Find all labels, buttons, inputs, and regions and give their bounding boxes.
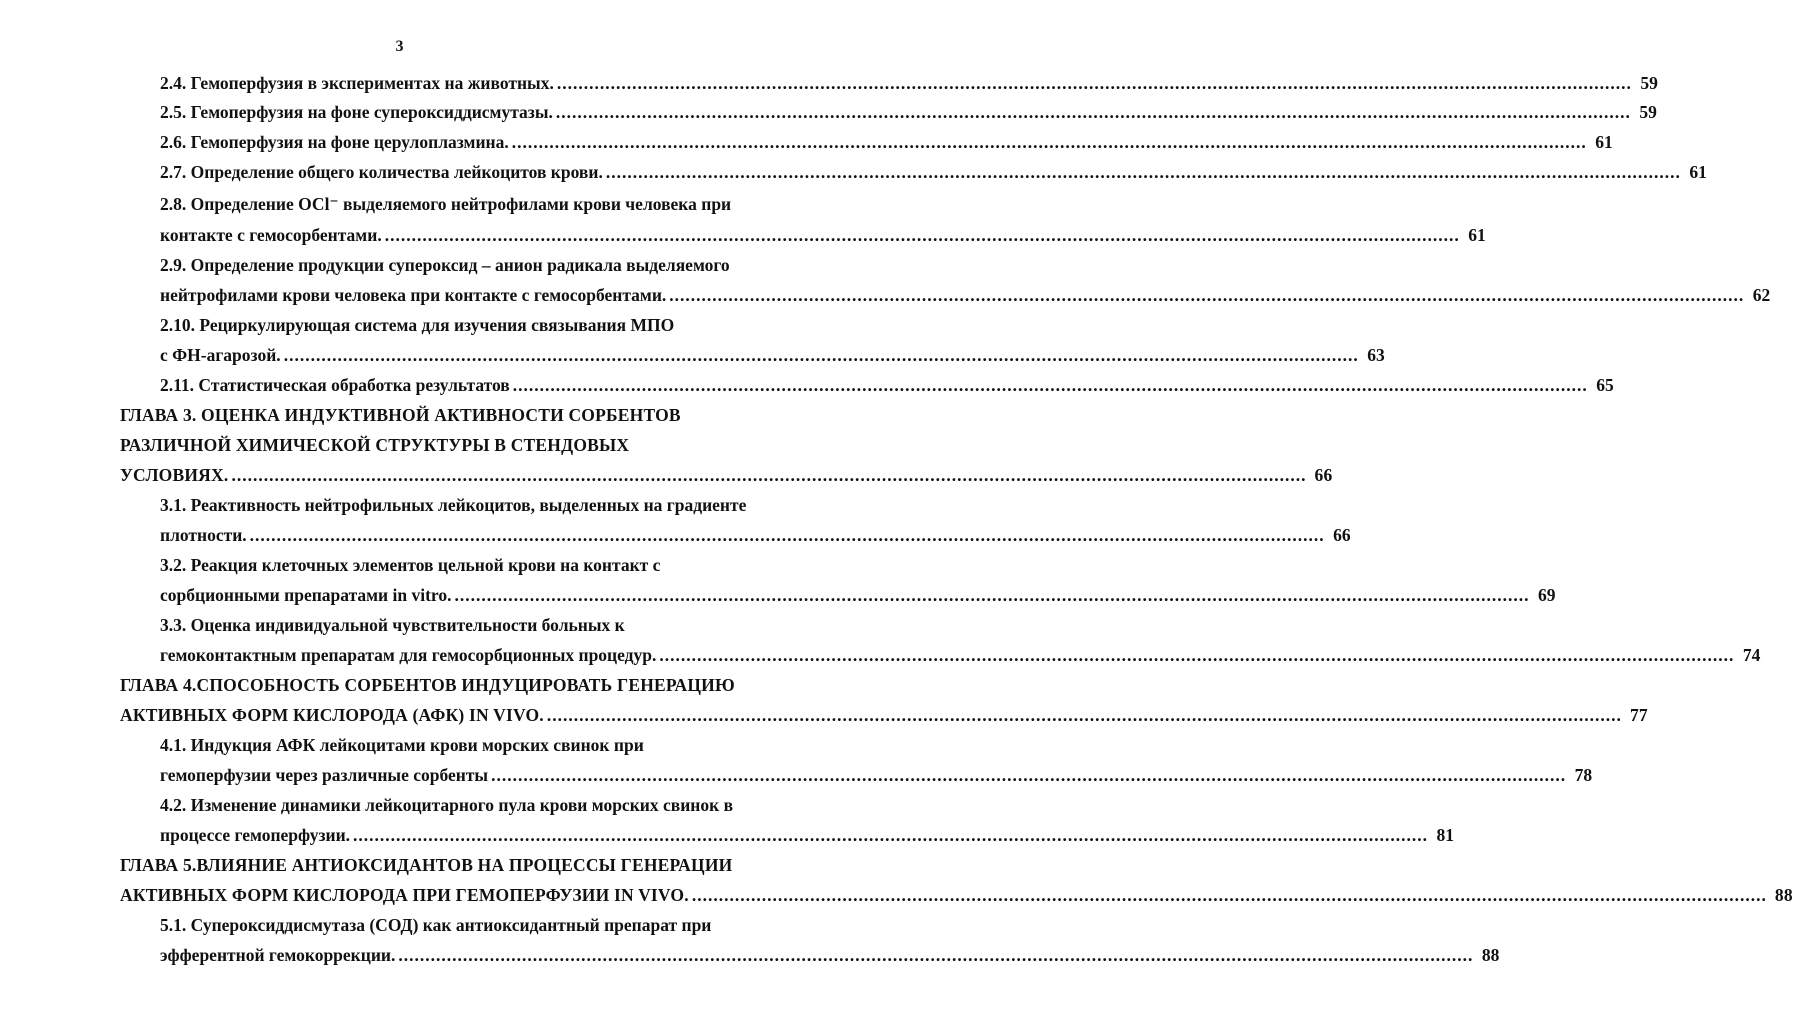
- toc-leader-dots: ........................................................................................................................................................................................................: [669, 285, 1745, 305]
- toc-entry: [160, 760, 1593, 790]
- toc-entry: [160, 250, 730, 280]
- toc-entry-text: 2.6. Гемоперфузия на фоне церулоплазмина.: [160, 132, 509, 152]
- toc-entry-text: процессе гемоперфузии.: [160, 825, 351, 845]
- toc-entry-text: 3.2. Реакция клеточных элементов цельной крови на контакт с: [160, 555, 661, 575]
- toc-entry: [160, 310, 713, 340]
- toc-entry-text: 3.1. Реактивность нейтрофильных лейкоцитов, выделенных на градиенте: [160, 495, 747, 515]
- toc-chapter: [120, 430, 713, 460]
- toc-leader-dots: ........................................................................................................................................................................................................: [491, 765, 1567, 785]
- toc-entry-text: гемоконтактным препаратам для гемосорбционных процедур.: [160, 645, 657, 665]
- toc-entry-text: контакте с гемосорбентами.: [160, 225, 382, 245]
- toc-entry: [160, 340, 1385, 370]
- toc-entry: [160, 610, 713, 640]
- toc-entry: [160, 370, 1614, 400]
- toc-leader-dots: ........................................................................................................................................................................................................: [353, 825, 1429, 845]
- toc-entry-text: ГЛАВА 3. ОЦЕНКА ИНДУКТИВНОЙ АКТИВНОСТИ СОРБЕНТОВ: [120, 405, 681, 425]
- toc-leader-dots: ........................................................................................................................................................................................................: [512, 375, 1588, 395]
- toc-chapter: [120, 880, 1793, 910]
- toc-chapter: [120, 850, 733, 880]
- toc-leader-dots: ........................................................................................................................................................................................................: [283, 345, 1359, 365]
- toc-entry: [160, 68, 1658, 98]
- toc-page-number: 62: [1752, 285, 1771, 305]
- toc-entry: [160, 580, 1556, 610]
- toc-page-number: 61: [1468, 225, 1486, 245]
- toc-page-number: 69: [1538, 585, 1556, 605]
- toc-entry-text: с ФН-агарозой.: [160, 345, 281, 365]
- toc-entry: [160, 490, 747, 520]
- toc-entry-text: УСЛОВИЯХ.: [120, 465, 229, 485]
- toc-leader-dots: ........................................................................................................................................................................................................: [249, 525, 1325, 545]
- toc-chapter: [120, 400, 713, 430]
- toc-chapter: [120, 700, 1648, 730]
- toc-entry: [160, 157, 1707, 187]
- toc-entry-text: 2.4. Гемоперфузия в экспериментах на животных.: [160, 73, 554, 93]
- toc-entry: [160, 127, 1613, 157]
- toc-entry-text: 4.2. Изменение динамики лейкоцитарного пула крови морских свинок в: [160, 795, 734, 815]
- toc-entry: [160, 640, 1761, 670]
- toc-entry-text: 2.5. Гемоперфузия на фоне супероксиддисмутазы.: [160, 102, 553, 122]
- toc-entry: [160, 790, 734, 820]
- toc-leader-dots: ........................................................................................................................................................................................................: [231, 465, 1307, 485]
- toc-entry: [160, 940, 1500, 970]
- toc-page-number: 81: [1436, 825, 1455, 845]
- page-number: 3: [395, 38, 404, 55]
- toc-leader-dots: ........................................................................................................................................................................................................: [556, 73, 1632, 93]
- toc-entry-text: ГЛАВА 5.ВЛИЯНИЕ АНТИОКСИДАНТОВ НА ПРОЦЕССЫ ГЕНЕРАЦИИ: [120, 855, 733, 875]
- toc-page-number: 88: [1481, 945, 1500, 965]
- toc-page-number: 59: [1640, 73, 1658, 93]
- toc-entry-text: 5.1. Супероксиддисмутаза (СОД) как антиоксидантный препарат при: [160, 915, 712, 935]
- toc-entry: [160, 520, 1351, 550]
- toc-page-number: 61: [1595, 132, 1613, 152]
- toc-entry: [160, 189, 732, 219]
- toc-entry-text: эфферентной гемокоррекции.: [160, 945, 396, 965]
- toc-page-number: 77: [1629, 705, 1648, 725]
- toc-entry-text: 2.8. Определение ОСl⁻ выделяемого нейтрофилами крови человека при: [160, 194, 732, 214]
- toc-leader-dots: ........................................................................................................................................................................................................: [691, 885, 1767, 905]
- toc-entry: [160, 910, 713, 940]
- toc-leader-dots: ........................................................................................................................................................................................................: [511, 132, 1587, 152]
- toc-leader-dots: ........................................................................................................................................................................................................: [454, 585, 1530, 605]
- toc-entry-text: РАЗЛИЧНОЙ ХИМИЧЕСКОЙ СТРУКТУРЫ В СТЕНДОВЫХ: [120, 435, 630, 455]
- toc-entry-text: 4.1. Индукция АФК лейкоцитами крови морских свинок при: [160, 735, 644, 755]
- toc-entry-text: 2.10. Рециркулирующая система для изучения связывания МПО: [160, 315, 675, 335]
- toc-page-number: 74: [1742, 645, 1761, 665]
- toc-leader-dots: ........................................................................................................................................................................................................: [555, 102, 1631, 122]
- toc-leader-dots: ........................................................................................................................................................................................................: [398, 945, 1474, 965]
- toc-page-number: 63: [1367, 345, 1385, 365]
- toc-entry-text: 2.9. Определение продукции супероксид – анион радикала выделяемого: [160, 255, 730, 275]
- toc-entry-text: 2.7. Определение общего количества лейкоцитов крови.: [160, 162, 603, 182]
- toc-entry-text: плотности.: [160, 525, 247, 545]
- toc-entry: [160, 820, 1455, 850]
- toc-page-number: 66: [1314, 465, 1333, 485]
- toc-entry: [160, 97, 1657, 127]
- toc-entry: [160, 220, 1486, 250]
- toc-entry: [160, 280, 1771, 310]
- toc-page-number: 66: [1333, 525, 1351, 545]
- toc-leader-dots: ........................................................................................................................................................................................................: [659, 645, 1735, 665]
- toc-entry-text: 2.11. Статистическая обработка результатов: [160, 375, 510, 395]
- toc-entry-text: гемоперфузии через различные сорбенты: [160, 765, 489, 785]
- toc-chapter: [120, 670, 735, 700]
- toc-page-number: 61: [1689, 162, 1707, 182]
- toc-page-number: 78: [1574, 765, 1593, 785]
- toc-entry-text: сорбционными препаратами in vitro.: [160, 585, 452, 605]
- toc-entry-text: нейтрофилами крови человека при контакте с гемосорбентами.: [160, 285, 667, 305]
- toc-page-number: 59: [1639, 102, 1657, 122]
- toc-entry-text: ГЛАВА 4.СПОСОБНОСТЬ СОРБЕНТОВ ИНДУЦИРОВАТЬ ГЕНЕРАЦИЮ: [120, 675, 735, 695]
- toc-page-number: 65: [1596, 375, 1614, 395]
- toc-leader-dots: ........................................................................................................................................................................................................: [546, 705, 1622, 725]
- toc-page-number: 88: [1774, 885, 1793, 905]
- toc-leader-dots: ........................................................................................................................................................................................................: [384, 225, 1460, 245]
- toc-leader-dots: ........................................................................................................................................................................................................: [605, 162, 1681, 182]
- toc-entry: [160, 730, 713, 760]
- toc-entry-text: АКТИВНЫХ ФОРМ КИСЛОРОДА ПРИ ГЕМОПЕРФУЗИИ IN VIVO.: [120, 885, 689, 905]
- toc-entry: [160, 550, 713, 580]
- toc-entry-text: 3.3. Оценка индивидуальной чувствительности больных к: [160, 615, 625, 635]
- toc-chapter: [120, 460, 1333, 490]
- toc-entry-text: АКТИВНЫХ ФОРМ КИСЛОРОДА (АФК) IN VIVO.: [120, 705, 544, 725]
